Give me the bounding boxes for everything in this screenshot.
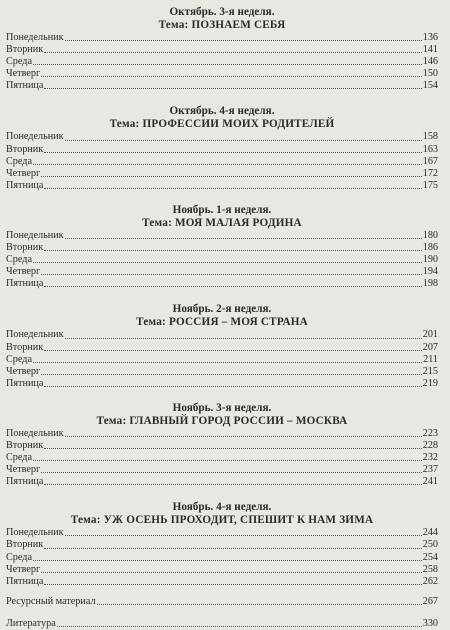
theme-title: МОЯ МАЛАЯ РОДИНА bbox=[175, 216, 302, 229]
dot-leader bbox=[41, 273, 422, 275]
dot-leader bbox=[44, 547, 422, 549]
entry-day: Пятница bbox=[6, 179, 44, 191]
week-heading: Ноябрь. 2-я неделя. bbox=[172, 303, 272, 316]
entry-page-number: 211 bbox=[423, 353, 438, 365]
dot-leader bbox=[44, 285, 421, 287]
entry-day: Четверг bbox=[6, 464, 41, 476]
entry-page-number: 141 bbox=[422, 44, 438, 56]
entry-page-number: 254 bbox=[422, 551, 438, 563]
theme-heading bbox=[6, 415, 438, 428]
theme-title: РОССИЯ – МОЯ СТРАНА bbox=[168, 316, 308, 329]
theme-title: УЖ ОСЕНЬ ПРОХОДИТ, СПЕШИТ К НАМ ЗИМА bbox=[103, 514, 374, 527]
toc-entry bbox=[6, 342, 438, 354]
toc-entry bbox=[6, 440, 438, 452]
dot-leader bbox=[44, 249, 422, 251]
dot-leader bbox=[57, 625, 422, 627]
week-heading: Ноябрь. 1-я неделя. bbox=[172, 203, 272, 216]
dot-leader bbox=[65, 435, 422, 437]
dot-leader bbox=[41, 175, 422, 177]
dot-leader bbox=[41, 571, 422, 573]
theme-heading bbox=[6, 118, 438, 131]
toc-entry bbox=[6, 230, 438, 242]
extra-label: Ресурсный материал bbox=[6, 595, 96, 607]
entry-page-number: 237 bbox=[422, 464, 438, 476]
toc-entry bbox=[6, 144, 438, 156]
theme-separator: : bbox=[162, 316, 169, 329]
toc-entry bbox=[6, 168, 438, 180]
toc-section bbox=[6, 303, 438, 389]
entry-page-number: 194 bbox=[422, 266, 438, 278]
entry-day: Понедельник bbox=[6, 527, 64, 539]
toc-entry bbox=[6, 564, 438, 576]
entry-day: Среда bbox=[6, 254, 32, 266]
entry-day: Четверг bbox=[6, 68, 41, 80]
entry-day: Понедельник bbox=[6, 329, 64, 341]
entry-day: Вторник bbox=[6, 242, 44, 254]
theme-separator: : bbox=[135, 118, 143, 131]
entry-day: Среда bbox=[6, 353, 32, 365]
theme-heading bbox=[6, 217, 438, 230]
entry-page-number: 198 bbox=[422, 278, 438, 290]
dot-leader bbox=[97, 603, 422, 605]
toc-sections bbox=[6, 4, 438, 588]
toc-entry bbox=[6, 464, 438, 476]
toc-entry bbox=[6, 131, 438, 143]
week-heading: Октябрь. 4-я неделя. bbox=[169, 105, 275, 118]
toc-extras bbox=[6, 596, 438, 630]
theme-title: ПОЗНАЕМ СЕБЯ bbox=[191, 19, 286, 31]
week-heading: Ноябрь. 4-я неделя. bbox=[172, 501, 272, 514]
entry-page-number: 215 bbox=[422, 365, 438, 377]
entry-day: Четверг bbox=[6, 167, 41, 179]
theme-prefix: Тема bbox=[109, 118, 136, 131]
entry-page-number: 154 bbox=[422, 80, 438, 92]
theme-title: ГЛАВНЫЙ ГОРОД РОССИИ – МОСКВА bbox=[129, 414, 348, 427]
entry-day: Среда bbox=[6, 155, 32, 167]
dot-leader bbox=[44, 51, 422, 53]
toc-entry bbox=[6, 428, 438, 440]
dot-leader bbox=[44, 483, 421, 485]
toc-section bbox=[6, 402, 438, 488]
entry-day: Понедельник bbox=[6, 131, 64, 143]
toc-section bbox=[6, 204, 438, 290]
theme-separator: : bbox=[96, 514, 104, 527]
toc-entry bbox=[6, 329, 438, 341]
theme-prefix: Тема bbox=[142, 216, 169, 229]
toc-extra-entry bbox=[6, 596, 438, 608]
toc-entry bbox=[6, 254, 438, 266]
entry-day: Вторник bbox=[6, 44, 44, 56]
entry-day: Пятница bbox=[6, 476, 44, 488]
dot-leader bbox=[44, 151, 422, 153]
toc-entry bbox=[6, 576, 438, 588]
theme-separator: : bbox=[168, 216, 176, 229]
entry-page-number: 250 bbox=[422, 539, 438, 551]
theme-prefix: Тема bbox=[158, 19, 185, 31]
toc-entry bbox=[6, 242, 438, 254]
toc-entry bbox=[6, 366, 438, 378]
entry-page-number: 207 bbox=[422, 341, 438, 353]
toc-entry bbox=[6, 68, 438, 80]
theme-prefix: Тема bbox=[96, 414, 123, 427]
dot-leader bbox=[65, 534, 422, 536]
entry-day: Среда bbox=[6, 56, 32, 68]
dot-leader bbox=[44, 87, 421, 89]
entry-day: Вторник bbox=[6, 341, 44, 353]
entry-day: Пятница bbox=[6, 278, 44, 290]
dot-leader bbox=[41, 373, 422, 375]
entry-day: Понедельник bbox=[6, 427, 64, 439]
dot-leader bbox=[44, 349, 422, 351]
dot-leader bbox=[65, 39, 422, 41]
toc-entry bbox=[6, 80, 438, 92]
extra-label: Литература bbox=[6, 617, 56, 629]
dot-leader bbox=[44, 583, 421, 585]
dot-leader bbox=[33, 261, 422, 263]
entry-page-number: 172 bbox=[422, 167, 438, 179]
toc-entry bbox=[6, 476, 438, 488]
dot-leader bbox=[33, 361, 422, 363]
entry-page-number: 146 bbox=[422, 56, 438, 68]
dot-leader bbox=[33, 63, 422, 65]
toc-entry bbox=[6, 156, 438, 168]
section-spacer bbox=[6, 488, 438, 501]
entry-day: Вторник bbox=[6, 539, 44, 551]
theme-heading bbox=[6, 514, 438, 527]
section-spacer bbox=[6, 290, 438, 303]
toc-entry bbox=[6, 180, 438, 192]
toc-entry bbox=[6, 378, 438, 390]
dot-leader bbox=[44, 385, 421, 387]
entry-day: Пятница bbox=[6, 377, 44, 389]
entry-page-number: 158 bbox=[422, 131, 438, 143]
theme-title: ПРОФЕССИИ МОИХ РОДИТЕЛЕЙ bbox=[142, 118, 335, 131]
theme-prefix: Тема bbox=[70, 514, 97, 527]
week-heading: Ноябрь. 3-я неделя. bbox=[172, 401, 272, 414]
toc-entry bbox=[6, 266, 438, 278]
section-spacer bbox=[6, 92, 438, 105]
toc-section bbox=[6, 4, 438, 92]
section-spacer bbox=[6, 390, 438, 402]
dot-leader bbox=[41, 75, 422, 77]
dot-leader bbox=[33, 559, 422, 561]
entry-page-number: 262 bbox=[422, 575, 438, 587]
dot-leader bbox=[33, 163, 422, 165]
dot-leader bbox=[41, 471, 422, 473]
entry-day: Четверг bbox=[6, 365, 41, 377]
theme-separator: : bbox=[122, 414, 130, 427]
theme-separator: : bbox=[184, 19, 192, 31]
week-heading: Октябрь. 3-я неделя. bbox=[169, 6, 275, 18]
entry-page-number: 241 bbox=[422, 476, 438, 488]
entry-day: Понедельник bbox=[6, 229, 64, 241]
dot-leader bbox=[65, 237, 422, 239]
entry-page-number: 136 bbox=[422, 32, 438, 43]
toc-section bbox=[6, 105, 438, 191]
entry-day: Среда bbox=[6, 452, 32, 464]
entry-page-number: 232 bbox=[422, 452, 438, 464]
entry-day: Вторник bbox=[6, 439, 44, 451]
entry-day: Вторник bbox=[6, 143, 44, 155]
entry-page-number: 163 bbox=[422, 143, 438, 155]
entry-page-number: 150 bbox=[422, 68, 438, 80]
toc-entry bbox=[6, 527, 438, 539]
dot-leader bbox=[44, 187, 421, 189]
toc-entry bbox=[6, 452, 438, 464]
toc-entry bbox=[6, 552, 438, 564]
entry-page-number: 258 bbox=[422, 563, 438, 575]
entry-day: Четверг bbox=[6, 266, 41, 278]
toc-entry bbox=[6, 278, 438, 290]
entry-page-number: 201 bbox=[422, 329, 438, 341]
theme-heading bbox=[6, 19, 438, 32]
toc-section bbox=[6, 501, 438, 587]
entry-day: Пятница bbox=[6, 575, 44, 587]
entry-page-number: 223 bbox=[422, 427, 438, 439]
entry-day: Пятница bbox=[6, 80, 44, 92]
toc-entry bbox=[6, 32, 438, 44]
toc-extra-entry bbox=[6, 618, 438, 630]
entry-page-number: 180 bbox=[422, 229, 438, 241]
entry-page-number: 167 bbox=[422, 155, 438, 167]
entry-day: Четверг bbox=[6, 563, 41, 575]
entry-page-number: 190 bbox=[422, 254, 438, 266]
toc-entry bbox=[6, 44, 438, 56]
toc-entry bbox=[6, 539, 438, 551]
entry-page-number: 219 bbox=[422, 377, 438, 389]
toc-entry bbox=[6, 354, 438, 366]
entry-page-number: 228 bbox=[422, 439, 438, 451]
entry-page-number: 175 bbox=[422, 179, 438, 191]
extra-page-number: 267 bbox=[422, 595, 438, 607]
entry-day: Понедельник bbox=[6, 32, 64, 43]
entry-page-number: 244 bbox=[422, 527, 438, 539]
toc-entry bbox=[6, 56, 438, 68]
section-spacer bbox=[6, 192, 438, 204]
dot-leader bbox=[65, 337, 422, 339]
entry-page-number: 186 bbox=[422, 242, 438, 254]
dot-leader bbox=[44, 447, 422, 449]
entry-day: Среда bbox=[6, 551, 32, 563]
theme-heading bbox=[6, 316, 438, 329]
dot-leader bbox=[65, 139, 422, 141]
theme-prefix: Тема bbox=[136, 316, 163, 329]
extra-page-number: 330 bbox=[422, 617, 438, 629]
dot-leader bbox=[33, 459, 422, 461]
